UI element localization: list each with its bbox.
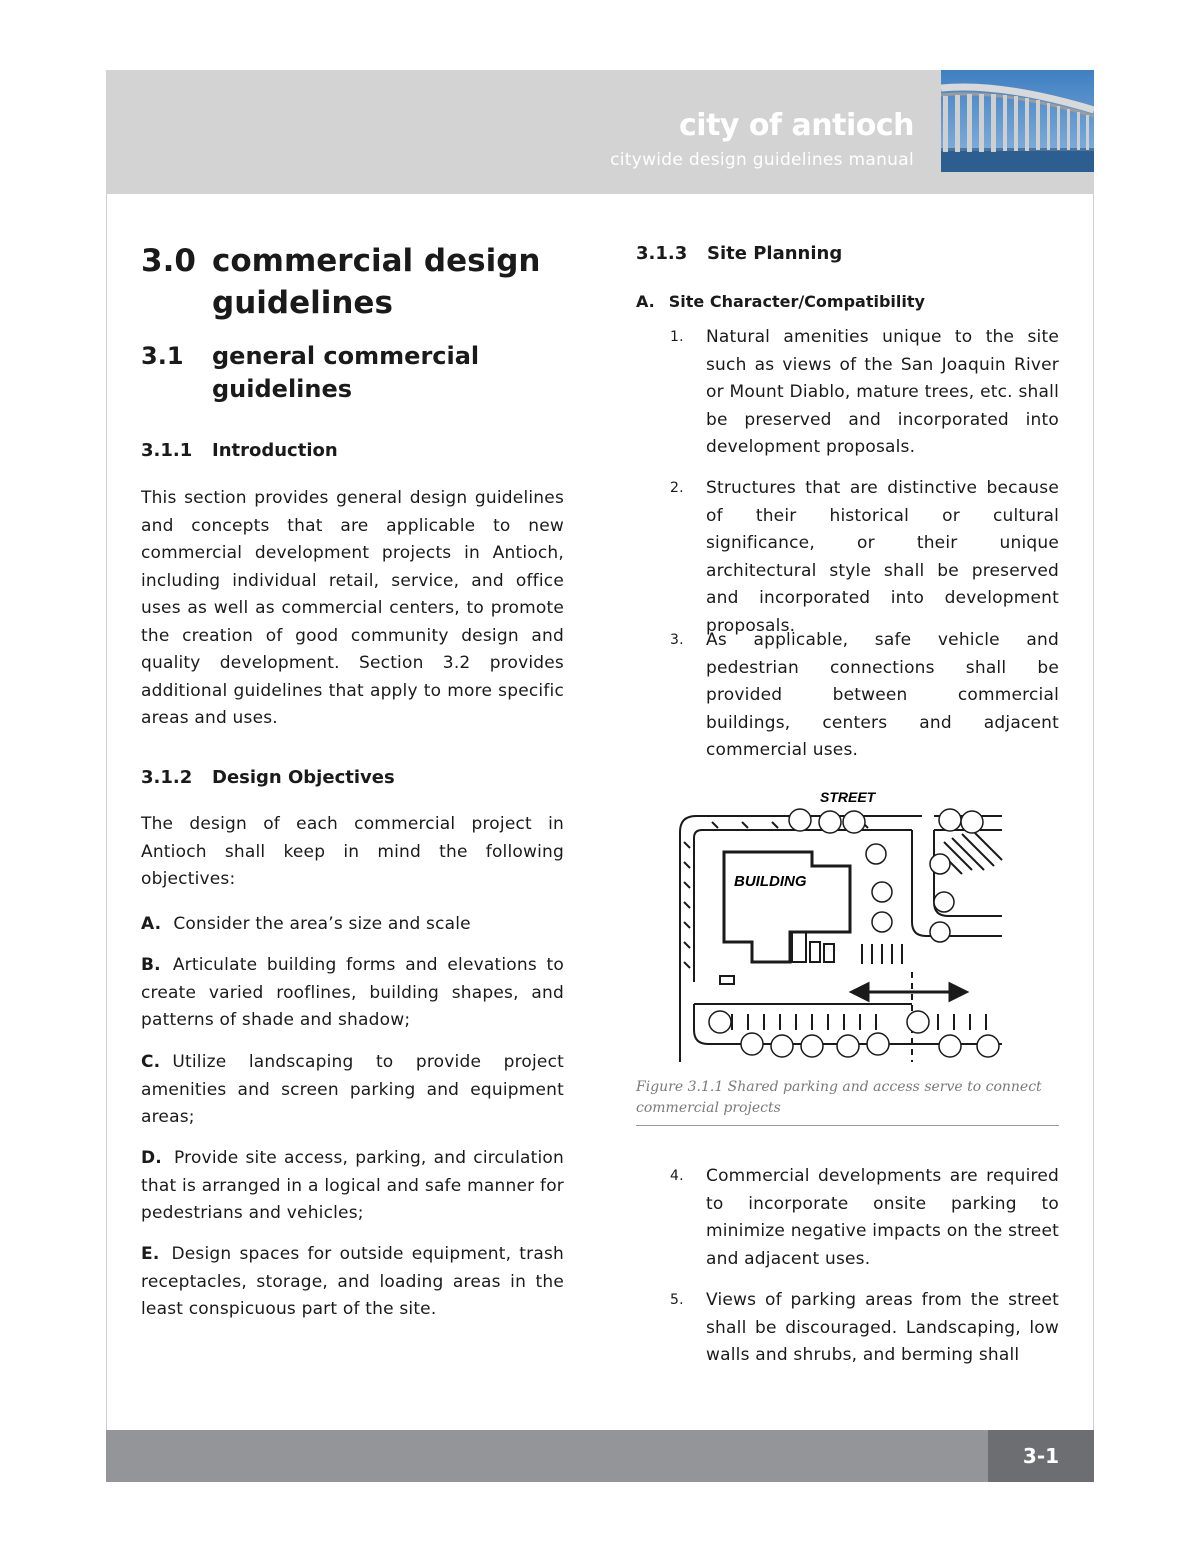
intro-heading — [141, 440, 338, 461]
objective-text: Provide site access, parking, and circulation that is arranged in a logical and safe manner for pedestrians and vehicles; — [141, 1148, 564, 1223]
page-footer — [106, 1430, 1094, 1482]
site-item — [636, 627, 1059, 765]
objectives-number: 3.1.2 — [141, 767, 193, 788]
objective-text: Utilize landscaping to provide project amenities and screen parking and equipment areas; — [141, 1052, 564, 1127]
objective-text: Consider the area’s size and scale — [173, 914, 471, 934]
site-character-heading — [636, 292, 925, 311]
objective-item — [141, 911, 564, 939]
section-title: commercial design guidelines — [212, 243, 541, 321]
figure-building-label: BUILDING — [734, 873, 807, 890]
intro-paragraph: This section provides general design guidelines and concepts that are applicable to new commercial development projects in Antioch, including individual retail, service, and office uses as well as commercial centers, to promote the creation of good community design and quality development. Section 3.2 provides additional guidelines that apply to more specific areas and uses. — [141, 488, 564, 728]
objective-item — [141, 1145, 564, 1228]
subsection-title: general commercial guidelines — [212, 342, 480, 403]
site-item-text: Natural amenities unique to the site such as views of the San Joaquin River or Mount Diablo, mature trees, etc. shall be preserved and incorporated into development proposals. — [706, 327, 1059, 457]
site-item — [636, 475, 1059, 640]
subsection-number: 3.1 — [141, 342, 184, 370]
subsection-heading — [141, 340, 591, 406]
site-item-number: 2. — [670, 480, 684, 496]
site-item — [636, 1287, 1059, 1370]
objectives-heading — [141, 767, 395, 788]
objective-letter: E. — [141, 1244, 160, 1264]
objectives-lead: The design of each commercial project in Antioch shall keep in mind the following objectives: — [141, 814, 564, 889]
site-item-number: 3. — [670, 632, 684, 648]
objective-item — [141, 952, 564, 1035]
site-planning-title: Site Planning — [707, 243, 843, 264]
objective-letter: D. — [141, 1148, 162, 1168]
section-heading — [141, 240, 591, 324]
objective-letter: A. — [141, 914, 162, 934]
objective-item — [141, 1241, 564, 1324]
bridge-photo — [941, 70, 1094, 172]
site-item-number: 4. — [670, 1168, 684, 1184]
section-number: 3.0 — [141, 243, 196, 279]
site-character-title: Site Character/Compatibility — [668, 292, 925, 311]
intro-number: 3.1.1 — [141, 440, 193, 461]
header-title: city of antioch — [679, 108, 914, 143]
figure-street-label: STREET — [820, 789, 876, 805]
objectives-title: Design Objectives — [212, 767, 395, 788]
site-item-text: Commercial developments are required to incorporate onsite parking to minimize negative impacts on the street and adjacent uses. — [706, 1166, 1059, 1269]
site-character-letter: A. — [636, 292, 655, 311]
intro-title: Introduction — [212, 440, 338, 461]
site-item-number: 1. — [670, 329, 684, 345]
objective-text: Articulate building forms and elevations to create varied rooflines, building shapes, and patterns of shade and shadow; — [141, 955, 564, 1030]
figure-caption: Figure 3.1.1 Shared parking and access serve to connect commercial projects — [636, 1079, 1042, 1116]
site-plan-figure — [672, 782, 1006, 1066]
header-subtitle: citywide design guidelines manual — [610, 150, 914, 170]
site-item-text: Structures that are distinctive because of their historical or cultural significance, or their unique architectural style shall be preserved and incorporated into development proposals. — [706, 478, 1059, 636]
site-item-text: Views of parking areas from the street shall be discouraged. Landscaping, low walls and shrubs, and berming shall — [706, 1290, 1059, 1365]
site-item-number: 5. — [670, 1292, 684, 1308]
caption-rule — [636, 1125, 1059, 1126]
site-item — [636, 324, 1059, 462]
objective-letter: B. — [141, 955, 161, 975]
site-planning-heading — [636, 243, 842, 264]
site-planning-number: 3.1.3 — [636, 243, 688, 264]
page-number: 3-1 — [988, 1430, 1094, 1482]
site-item-text: As applicable, safe vehicle and pedestrian connections shall be provided between commercial buildings, centers and adjacent commercial uses. — [706, 630, 1059, 760]
objective-item — [141, 1049, 564, 1132]
objective-text: Design spaces for outside equipment, trash receptacles, storage, and loading areas in the least conspicuous part of the site. — [141, 1244, 564, 1319]
site-item — [636, 1163, 1059, 1273]
objective-letter: C. — [141, 1052, 161, 1072]
